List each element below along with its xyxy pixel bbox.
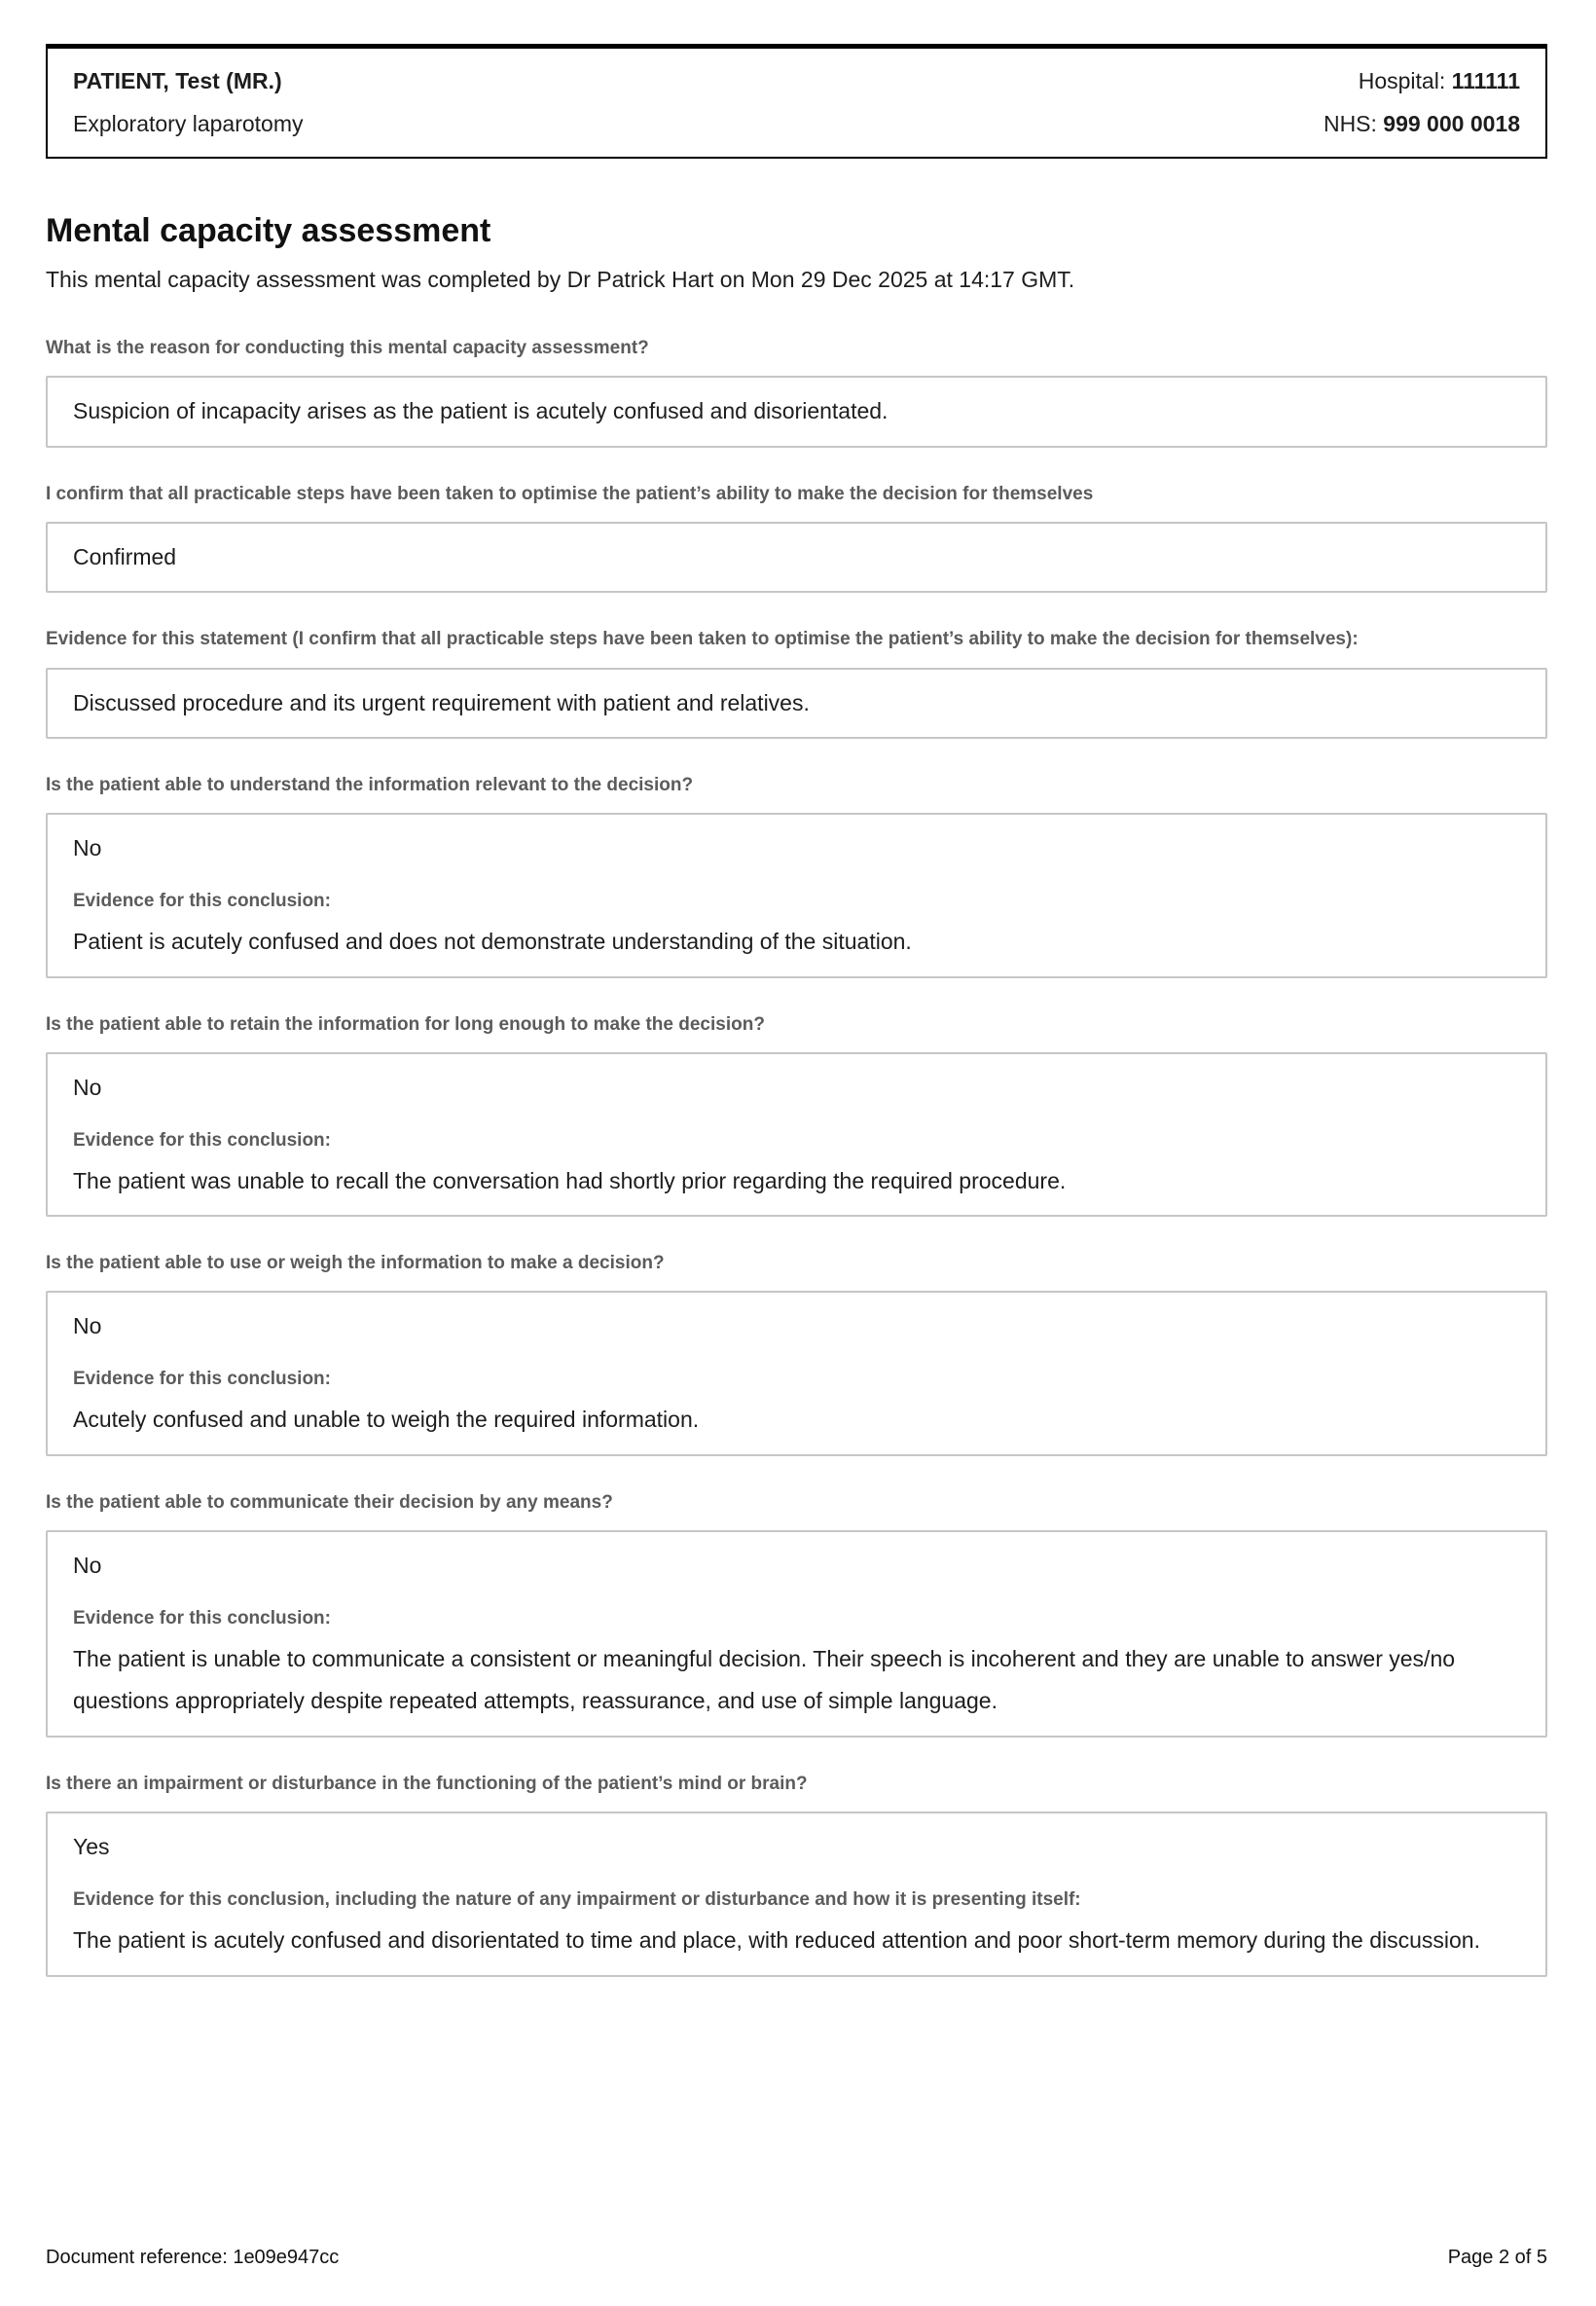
evidence-label: Evidence for this conclusion, including the nature of any impairment or disturbance and how it is presenting itself:	[73, 1888, 1081, 1910]
question-block-retain	[46, 1007, 1547, 1218]
evidence-value: The patient was unable to recall the conversation had shortly prior regarding the required procedure.	[73, 1167, 1067, 1193]
question-label: Is the patient able to retain the information for long enough to make the decision?	[46, 1013, 765, 1035]
question-label: Is the patient able to communicate their decision by any means?	[46, 1491, 613, 1513]
hospital-number-row	[1324, 60, 1520, 103]
answer-value: Discussed procedure and its urgent requirement with patient and relatives.	[73, 689, 810, 715]
answer-value: No	[73, 1552, 102, 1578]
evidence-value: Acutely confused and unable to weigh the required information.	[73, 1407, 700, 1433]
question-block-impairment	[46, 1767, 1547, 1977]
question-block-communicate	[46, 1485, 1547, 1738]
answer-value: No	[73, 1074, 102, 1100]
question-block-reason	[46, 331, 1547, 448]
question-label: Is the patient able to use or weigh the information to make a decision?	[46, 1253, 665, 1274]
page-title: Mental capacity assessment	[46, 212, 491, 250]
page-footer	[46, 2247, 1547, 2269]
evidence-label: Evidence for this conclusion:	[73, 890, 331, 911]
nhs-number-label: NHS:	[1323, 110, 1377, 136]
question-label: I confirm that all practicable steps have been taken to optimise the patient’s ability to make the decision for themselves	[46, 483, 1094, 504]
question-block-practicable-steps	[46, 477, 1547, 594]
evidence-value: The patient is acutely confused and disorientated to time and place, with reduced attention and poor short-term memory during the discussion.	[73, 1927, 1480, 1954]
answer-box	[46, 668, 1547, 740]
patient-banner	[46, 44, 1547, 159]
question-block-steps-evidence	[46, 622, 1547, 739]
question-label: Is the patient able to understand the information relevant to the decision?	[46, 775, 694, 796]
document-reference: Document reference: 1e09e947cc	[46, 2247, 340, 2268]
question-label: Evidence for this statement (I confirm that all practicable steps have been taken to optimise the patient’s ability to make the decision for themselves):	[46, 629, 1359, 650]
answer-box	[46, 813, 1547, 977]
question-block-understand	[46, 768, 1547, 978]
hospital-number-value: 111111	[1451, 68, 1520, 93]
answer-box	[46, 1530, 1547, 1738]
patient-name: PATIENT, Test (MR.)	[73, 68, 282, 93]
question-block-weigh	[46, 1246, 1547, 1456]
patient-banner-left	[73, 60, 304, 145]
evidence-value: The patient is unable to communicate a consistent or meaningful decision. Their speech is incoherent and they are unable to answer yes/no questions appropriately despite repeated attempts, reassurance, and use of simple language.	[73, 1645, 1456, 1714]
evidence-label: Evidence for this conclusion:	[73, 1369, 331, 1390]
nhs-number-row	[1324, 103, 1520, 146]
answer-value: No	[73, 1313, 102, 1339]
answer-value: Confirmed	[73, 543, 177, 569]
answer-box	[46, 376, 1547, 448]
answer-value: Yes	[73, 1834, 110, 1860]
question-label: Is there an impairment or disturbance in the functioning of the patient’s mind or brain?	[46, 1774, 808, 1795]
patient-banner-right	[1324, 60, 1520, 145]
nhs-number-value: 999 000 0018	[1383, 110, 1520, 136]
evidence-value: Patient is acutely confused and does not demonstrate understanding of the situation.	[73, 929, 912, 955]
page-number: Page 2 of 5	[1447, 2247, 1547, 2268]
question-label: What is the reason for conducting this mental capacity assessment?	[46, 337, 649, 358]
answer-value: No	[73, 835, 102, 861]
procedure-name: Exploratory laparotomy	[73, 110, 304, 136]
hospital-number-label: Hospital:	[1358, 68, 1446, 93]
evidence-label: Evidence for this conclusion:	[73, 1607, 331, 1629]
answer-box	[46, 1052, 1547, 1217]
answer-value: Suspicion of incapacity arises as the patient is acutely confused and disorientated.	[73, 397, 889, 423]
answer-box	[46, 1291, 1547, 1455]
answer-box	[46, 1812, 1547, 1976]
answer-box	[46, 522, 1547, 594]
evidence-label: Evidence for this conclusion:	[73, 1129, 331, 1151]
intro-text: This mental capacity assessment was completed by Dr Patrick Hart on Mon 29 Dec 2025 at 14:17 GMT.	[46, 267, 1075, 293]
